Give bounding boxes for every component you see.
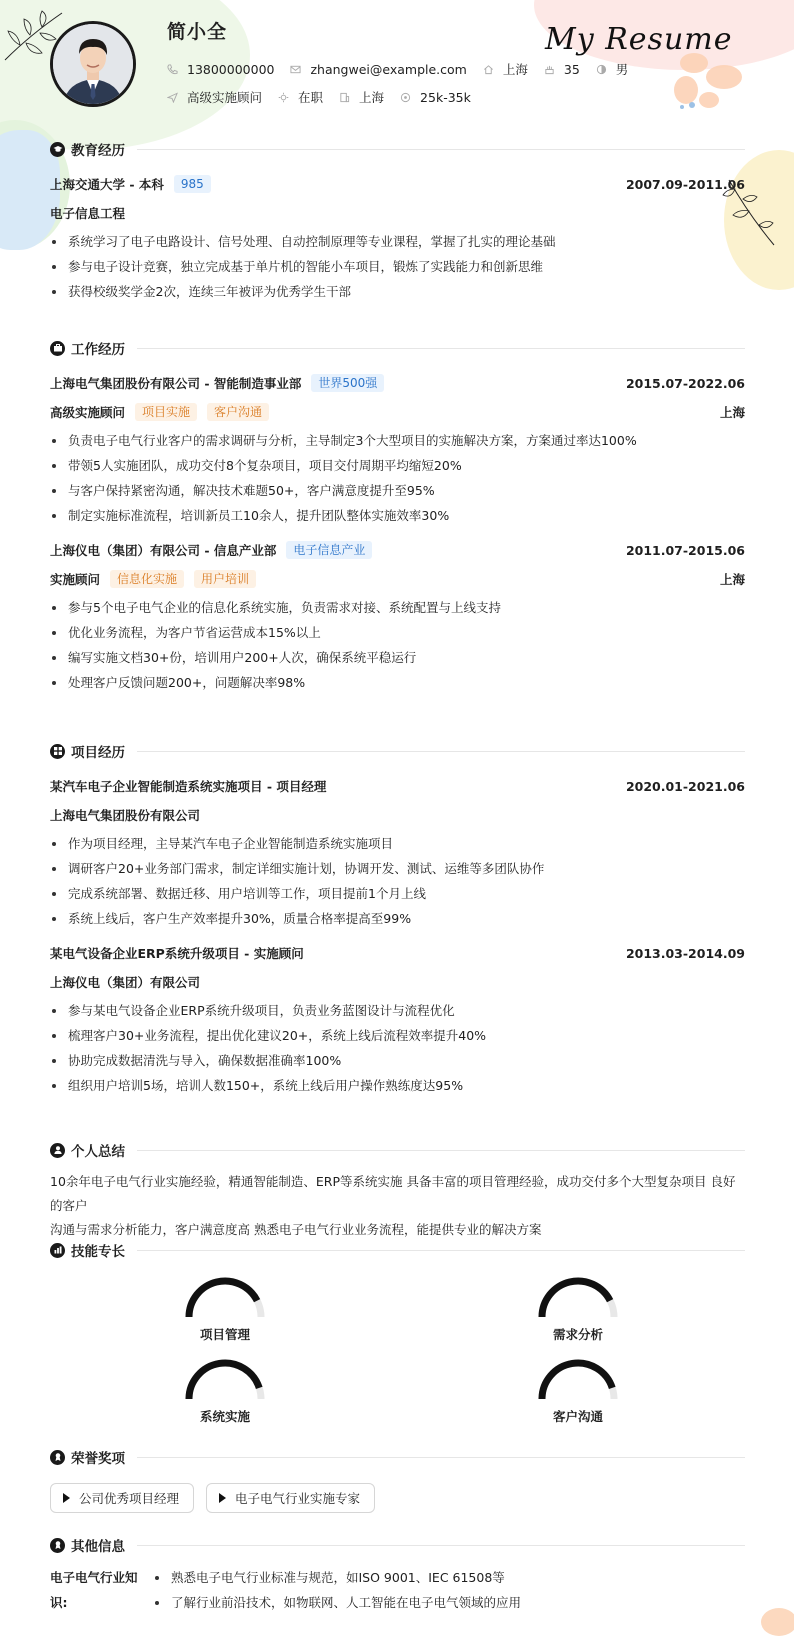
building-icon <box>339 92 350 103</box>
education-date: 2007.09-2011.06 <box>625 176 745 192</box>
section-title: 项目经历 <box>71 745 125 761</box>
list-item: 调研客户20+业务部门需求，制定详细实施计划，协调开发、测试、运维等多团队协作 <box>50 856 745 881</box>
award-icon <box>50 1450 65 1465</box>
candidate-name: 简小全 <box>167 21 228 43</box>
honor-item: 公司优秀项目经理 <box>50 1483 194 1513</box>
work-date: 2015.07-2022.06 <box>625 375 745 391</box>
company-tag: 世界500强 <box>311 374 384 392</box>
list-item: 优化业务流程，为客户节省运营成本15%以上 <box>50 620 745 645</box>
company-name: 上海仪电（集团）有限公司 - 信息产业部 电子信息产业 <box>50 541 372 559</box>
skill-label: 系统实施 <box>199 1409 250 1424</box>
salary-text: 25k-35k <box>420 89 471 105</box>
list-item: 作为项目经理，主导某汽车电子企业智能制造系统实施项目 <box>50 831 745 856</box>
project-entry <box>50 777 745 931</box>
work-entry <box>50 541 745 695</box>
status-text: 在职 <box>298 90 324 105</box>
position-text: 高级实施顾问 <box>187 90 263 105</box>
list-item: 制定实施标准流程，培训新员工10余人，提升团队整体实施效率30% <box>50 503 745 528</box>
work-location: 上海 <box>719 572 745 587</box>
section-title: 其他信息 <box>71 1539 125 1555</box>
briefcase-icon <box>50 341 65 356</box>
project-entry <box>50 944 745 1098</box>
skill-gauge-track <box>542 1281 614 1317</box>
list-item: 系统学习了电子电路设计、信号处理、自动控制原理等专业课程，掌握了扎实的理论基础 <box>50 229 745 254</box>
honor-item: 电子电气行业实施专家 <box>206 1483 375 1513</box>
gender-icon <box>596 64 607 75</box>
job-intent-row <box>167 88 487 106</box>
skill-gauge <box>165 1275 285 1343</box>
skills-section <box>50 1240 745 1260</box>
resume-brand-title: My Resume <box>545 22 733 57</box>
other-section <box>50 1535 745 1615</box>
skill-gauge-track <box>542 1363 614 1399</box>
role-tag: 用户培训 <box>194 570 256 588</box>
skill-label: 项目管理 <box>199 1327 250 1342</box>
send-icon <box>167 92 178 103</box>
mail-icon <box>290 64 301 75</box>
skill-gauge <box>165 1357 285 1425</box>
skill-gauge-track <box>189 1363 261 1399</box>
skill-gauge-track <box>189 1281 261 1317</box>
work-entry <box>50 374 745 528</box>
project-date: 2013.03-2014.09 <box>625 945 745 961</box>
play-icon <box>219 1493 226 1503</box>
status-icon <box>278 92 289 103</box>
info-icon <box>50 1538 65 1553</box>
role-tag: 客户沟通 <box>207 403 269 421</box>
project-company: 上海仪电（集团）有限公司 <box>50 975 201 990</box>
honors-list <box>50 1483 745 1513</box>
list-item: 熟悉电子电气行业标准与规范，如ISO 9001、IEC 61508等 <box>153 1565 505 1590</box>
phone-text: 13800000000 <box>187 61 275 77</box>
project-company: 上海电气集团股份有限公司 <box>50 808 201 823</box>
section-title: 技能专长 <box>71 1244 125 1260</box>
skill-gauge-fill <box>542 1363 612 1399</box>
project-date: 2020.01-2021.06 <box>625 778 745 794</box>
projects-section <box>50 741 745 1098</box>
other-label: 电子电气行业知识: <box>50 1570 138 1610</box>
list-item: 带领5人实施团队，成功交付8个复杂项目，项目交付周期平均缩短20% <box>50 453 745 478</box>
city-text: 上海 <box>502 62 528 77</box>
list-item: 获得校级奖学金2次，连续三年被评为优秀学生干部 <box>50 279 745 304</box>
skill-gauge-fill <box>189 1281 257 1317</box>
work-section <box>50 338 745 695</box>
grid-icon <box>50 744 65 759</box>
list-item: 处理客户反馈问题200+，问题解决率98% <box>50 670 745 695</box>
skill-gauge-fill <box>542 1281 610 1317</box>
role-tag: 信息化实施 <box>110 570 184 588</box>
company-name: 上海电气集团股份有限公司 - 智能制造事业部 世界500强 <box>50 374 384 392</box>
home-icon <box>483 64 494 75</box>
list-item: 完成系统部署、数据迁移、用户培训等工作，项目提前1个月上线 <box>50 881 745 906</box>
skill-label: 需求分析 <box>552 1327 603 1342</box>
avatar-portrait-icon <box>53 24 133 104</box>
job-role: 实施顾问 信息化实施 用户培训 <box>50 570 256 588</box>
user-icon <box>50 1143 65 1158</box>
contact-row <box>167 60 644 78</box>
list-item: 编写实施文档30+份，培训用户200+人次，确保系统平稳运行 <box>50 645 745 670</box>
project-name: 某电气设备企业ERP系统升级项目 - 实施顾问 <box>50 946 304 961</box>
education-section <box>50 139 745 304</box>
company-tag: 电子信息产业 <box>286 541 372 559</box>
role-tag: 项目实施 <box>135 403 197 421</box>
section-title: 个人总结 <box>71 1144 125 1160</box>
project-name: 某汽车电子企业智能制造系统实施项目 - 项目经理 <box>50 779 327 794</box>
chart-icon <box>50 1243 65 1258</box>
school-name: 上海交通大学 - 本科 985 <box>50 175 211 193</box>
section-title: 工作经历 <box>71 342 125 358</box>
list-item: 了解行业前沿技术，如物联网、人工智能在电子电气领域的应用 <box>153 1590 521 1615</box>
phone-icon <box>167 64 178 75</box>
skill-label: 客户沟通 <box>552 1409 603 1424</box>
work-date: 2011.07-2015.06 <box>625 542 745 558</box>
target-city-text: 上海 <box>359 90 385 105</box>
list-item: 组织用户培训5场，培训人数150+，系统上线后用户操作熟练度达95% <box>50 1073 745 1098</box>
list-item: 参与电子设计竞赛，独立完成基于单片机的智能小车项目，锻炼了实践能力和创新思维 <box>50 254 745 279</box>
list-item: 梳理客户30+业务流程，提出优化建议20+，系统上线后流程效率提升40% <box>50 1023 745 1048</box>
other-info <box>50 1565 745 1615</box>
skill-gauge <box>518 1357 638 1425</box>
summary-section <box>50 1140 745 1242</box>
major: 电子信息工程 <box>50 206 126 221</box>
list-item: 与客户保持紧密沟通，解决技术难题50+，客户满意度提升至95% <box>50 478 745 503</box>
avatar <box>50 21 136 107</box>
age-icon <box>544 64 555 75</box>
salary-icon <box>400 92 411 103</box>
list-item: 参与某电气设备企业ERP系统升级项目，负责业务蓝图设计与流程优化 <box>50 998 745 1023</box>
list-item: 系统上线后，客户生产效率提升30%，质量合格率提高至99% <box>50 906 745 931</box>
gender-text: 男 <box>615 62 629 77</box>
school-tag: 985 <box>174 175 211 193</box>
work-location: 上海 <box>719 405 745 420</box>
honors-section <box>50 1447 745 1513</box>
age-text: 35 <box>563 61 580 77</box>
section-title: 荣誉奖项 <box>71 1451 125 1467</box>
skill-gauge <box>518 1275 638 1343</box>
education-bullets <box>50 229 745 304</box>
job-role: 高级实施顾问 项目实施 客户沟通 <box>50 403 269 421</box>
list-item: 负责电子电气行业客户的需求调研与分析，主导制定3个大型项目的实施解决方案，方案通过率达100% <box>50 428 745 453</box>
play-icon <box>63 1493 70 1503</box>
section-title: 教育经历 <box>71 143 125 159</box>
email-text: zhangwei@example.com <box>310 61 467 77</box>
list-item: 协助完成数据清洗与导入，确保数据准确率100% <box>50 1048 745 1073</box>
skill-gauge-fill <box>189 1363 259 1399</box>
flower-decor-bottom-icon <box>744 1587 794 1647</box>
list-item: 参与5个电子电气企业的信息化系统实施，负责需求对接、系统配置与上线支持 <box>50 595 745 620</box>
summary-text: 10余年电子电气行业实施经验，精通智能制造、ERP等系统实施 具备丰富的项目管理经验，成功交付多个大型复杂项目 良好的客户 沟通与需求分析能力，客户满意度高 熟悉电子电气行业业务流程，能提供专业的解决方案 <box>50 1174 736 1237</box>
graduation-cap-icon <box>50 142 65 157</box>
